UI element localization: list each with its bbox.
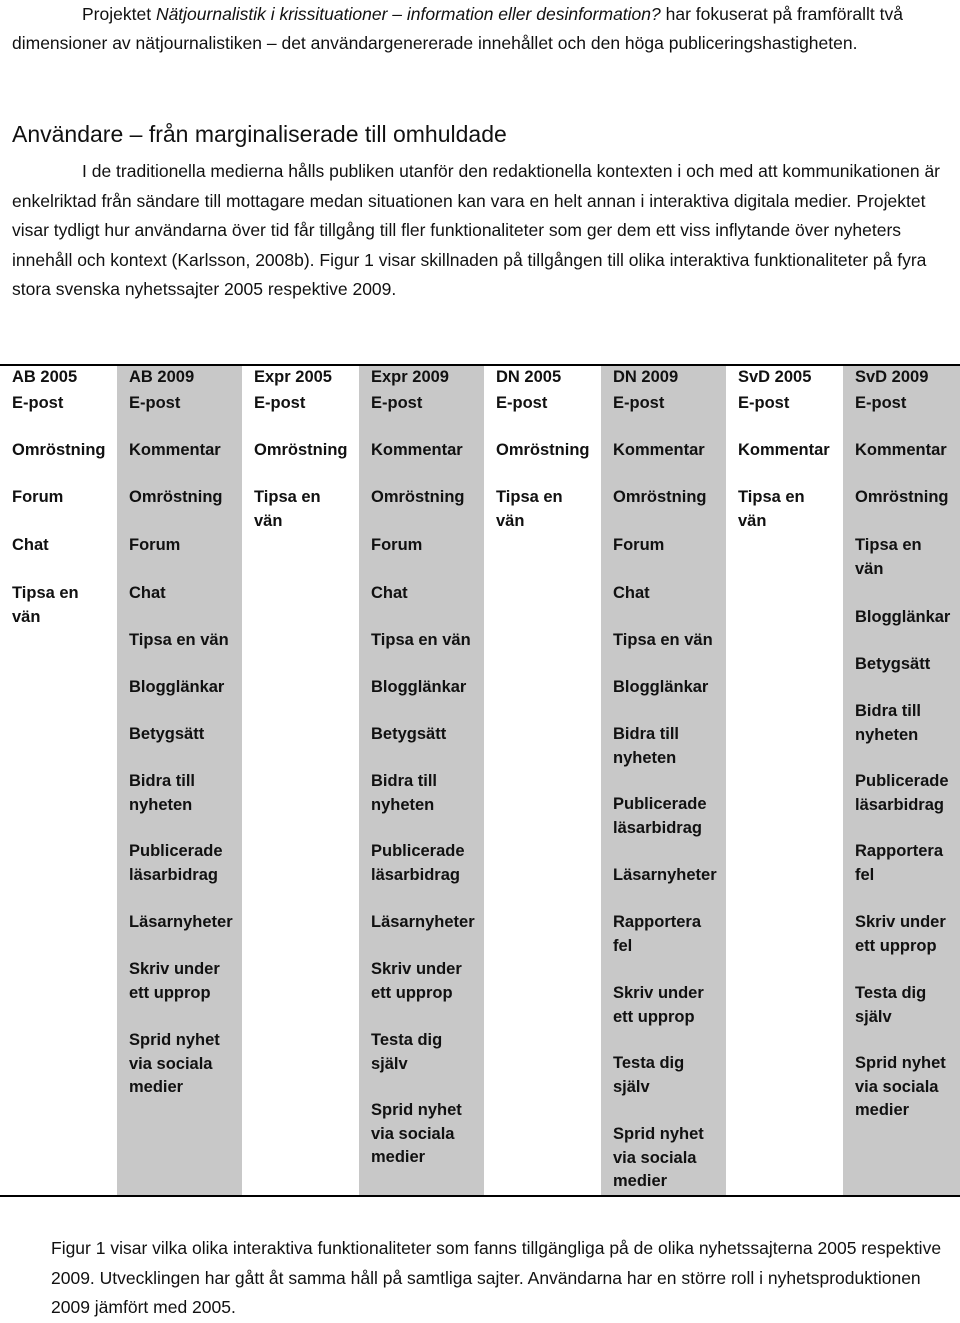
feature-item: Kommentar [613,441,705,459]
feature-item: Sprid nyhet via sociala medier [613,1125,704,1190]
table-column [601,364,726,1197]
feature-item: Tipsa en vän [371,631,471,649]
feature-item: Tipsa en vän [254,488,321,530]
column-header: Expr 2005 [254,368,332,386]
feature-item: Tipsa en vän [738,488,805,530]
column-header: AB 2009 [129,368,195,386]
feature-item: Tipsa en vän [496,488,563,530]
feature-item: Tipsa en vän [129,631,229,649]
feature-item: Sprid nyhet via sociala medier [129,1031,220,1096]
column-header: AB 2005 [12,368,78,386]
table-column [484,364,601,1197]
feature-item: Bidra till nyheten [371,772,438,814]
table-top-rule [0,364,960,366]
section-heading: Användare – från marginaliserade till omhuldade [12,121,507,147]
feature-item: Kommentar [371,441,463,459]
feature-item: Betygsätt [855,655,931,673]
feature-item: Chat [12,536,49,554]
feature-item: Läsarnyheter [129,913,233,931]
feature-item: E-post [12,394,64,412]
column-header: DN 2009 [613,368,679,386]
feature-item: E-post [738,394,790,412]
feature-item: Bidra till nyheten [613,725,680,767]
figure-caption: Figur 1 visar vilka olika interaktiva funktionaliteter som fanns tillgängliga på de olika nyhetssajterna 2005 respektive 2009. Utvecklingen har gått åt samma håll på samtliga sajter. Användarna har en större roll i nyhetsproduktionen 2009 jämfört med 2005. [51,1238,942,1317]
feature-item: Publicerade läsarbidrag [613,795,707,837]
intro-paragraph [12,0,947,58]
table-column [359,364,484,1197]
feature-item: Kommentar [129,441,221,459]
feature-item: Testa dig själv [613,1054,685,1096]
intro-lead: Projektet [82,4,156,24]
table-column [117,364,242,1197]
feature-item: E-post [371,394,423,412]
column-header: DN 2005 [496,368,562,386]
table-bottom-rule [0,1195,960,1197]
feature-item: Betygsätt [129,725,205,743]
feature-item: Blogglänkar [371,678,467,696]
feature-item: Chat [129,584,166,602]
feature-item: Forum [129,536,181,554]
feature-item: Tipsa en vän [12,584,79,626]
feature-item: Sprid nyhet via sociala medier [855,1054,946,1119]
feature-item: Omröstning [254,441,348,459]
feature-item: Omröstning [129,488,223,506]
table-column [843,364,960,1197]
feature-item: E-post [496,394,548,412]
feature-item: Forum [371,536,423,554]
table-column [242,364,359,1197]
feature-item: Kommentar [738,441,830,459]
intro-rest: har fokuserat på framförallt två dimensioner av nätjournalistiken – det användargenererade innehållet och den höga publiceringshastigheten. [12,4,903,53]
feature-item: Omröstning [12,441,106,459]
feature-item: Blogglänkar [613,678,709,696]
feature-item: Bidra till nyheten [855,702,922,744]
feature-item: Sprid nyhet via sociala medier [371,1101,462,1166]
feature-item: Testa dig själv [371,1031,443,1073]
column-header: SvD 2009 [855,368,929,386]
feature-item: Forum [613,536,665,554]
feature-item: Rapportera fel [855,842,944,884]
feature-item: Läsarnyheter [371,913,475,931]
feature-item: E-post [254,394,306,412]
table-column [726,364,843,1197]
figure-1-table [0,364,960,1197]
feature-item: Skriv under ett upprop [855,913,946,955]
feature-item: Skriv under ett upprop [613,984,704,1026]
feature-item: Omröstning [496,441,590,459]
feature-item: Publicerade läsarbidrag [371,842,465,884]
feature-item: Läsarnyheter [613,866,717,884]
feature-item: Skriv under ett upprop [371,960,462,1002]
feature-item: Publicerade läsarbidrag [129,842,223,884]
project-title: Nätjournalistik i krissituationer – information eller desinformation? [155,4,661,24]
column-header: SvD 2005 [738,368,812,386]
feature-item: Tipsa en vän [613,631,713,649]
feature-item: Publicerade läsarbidrag [855,772,949,814]
feature-item: Kommentar [855,441,947,459]
feature-item: Skriv under ett upprop [129,960,220,1002]
table-column [0,364,117,1197]
feature-item: Omröstning [371,488,465,506]
feature-item: Bidra till nyheten [129,772,196,814]
feature-item: Testa dig själv [855,984,927,1026]
feature-item: Blogglänkar [129,678,225,696]
feature-item: Blogglänkar [855,608,951,626]
column-header: Expr 2009 [371,368,449,386]
feature-item: Omröstning [613,488,707,506]
feature-item: Betygsätt [371,725,447,743]
feature-item: Chat [371,584,408,602]
feature-item: Rapportera fel [613,913,702,955]
feature-item: E-post [613,394,665,412]
feature-item: E-post [129,394,181,412]
feature-item: E-post [855,394,907,412]
feature-item: Tipsa en vän [855,536,922,578]
section-paragraph [12,157,952,305]
feature-item: Forum [12,488,64,506]
feature-item: Omröstning [855,488,949,506]
feature-item: Chat [613,584,650,602]
section-paragraph-text: I de traditionella medierna hålls publiken utanför den redaktionella kontexten i och med att kommunikationen är enkelriktad från sändare till mottagare medan situationen kan vara en helt annan i interaktiva digitala medier. Projektet visar tydligt hur användarna över tid får tillgång till fler funktionaliteter som ger dem ett viss inflytande över nyheters innehåll och kontext (Karlsson, 2008b). Figur 1 visar skillnaden på tillgången till olika interaktiva funktionaliteter på fyra stora svenska nyhetssajter 2005 respektive 2009. [12,161,941,299]
